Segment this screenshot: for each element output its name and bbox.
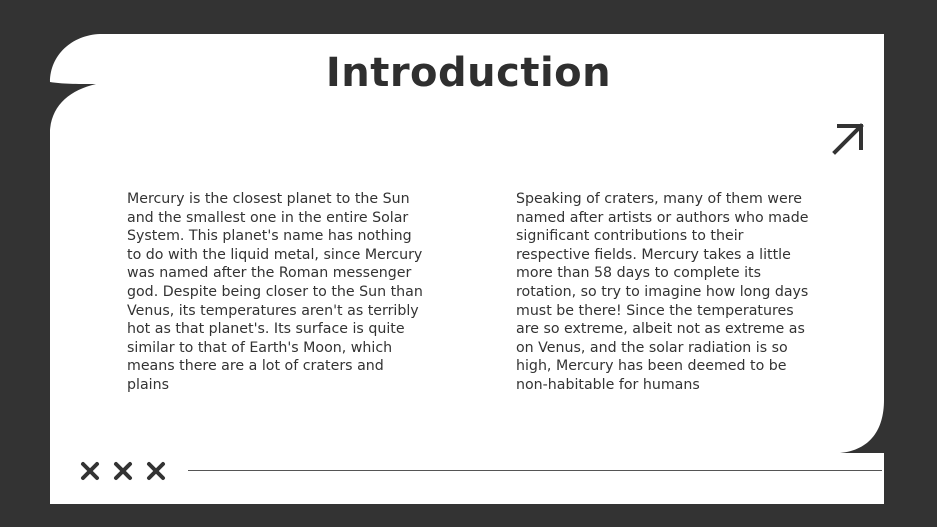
arrow-up-right-icon: [830, 121, 866, 157]
x-icon: [146, 461, 166, 481]
page-title: Introduction: [325, 50, 612, 96]
divider-line: [188, 470, 882, 471]
body-text-right: Speaking of craters, many of them were named after artists or authors who made significant contributions to their respective fields. Mercury takes a little more than 58 days to complete its rotation, so try to imagine how long days must be there! Since the temperatures are so extreme, albeit not as extreme as on Venus, and the solar radiation is so high, Mercury has been deemed to be non-habitable for humans: [516, 191, 809, 393]
x-icon: [80, 461, 100, 481]
x-icon: [113, 461, 133, 481]
body-text-left: Mercury is the closest planet to the Sun and the smallest one in the entire Solar System. This planet's name has nothing to do with the liquid metal, since Mercury was named after the Roman messenger god. Despite being closer to the Sun than Venus, its temperatures aren't as terribly hot as that planet's. Its surface is quite similar to that of Earth's Moon, which means there are a lot of craters and plains: [127, 191, 423, 393]
